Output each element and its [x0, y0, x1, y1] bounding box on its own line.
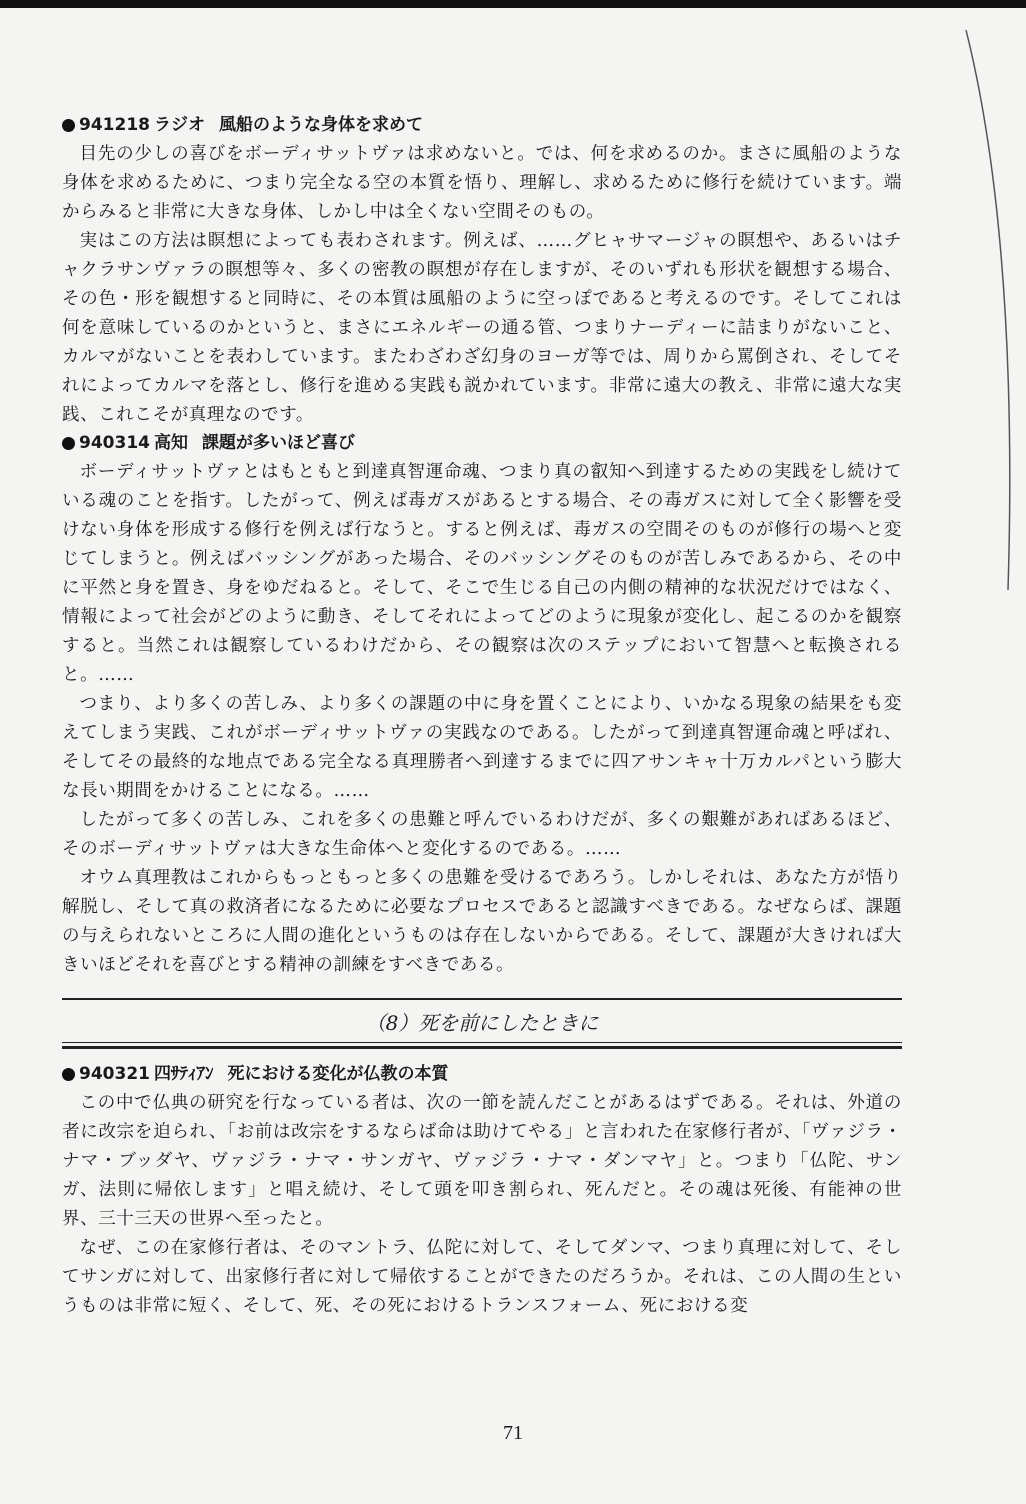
document-page	[62, 112, 902, 1321]
section-heading-940314	[62, 430, 902, 456]
section-title: 死における変化が仏教の本質	[227, 1064, 449, 1084]
section-place: 四ｻﾃｨｱﾝ	[153, 1064, 214, 1084]
bullet-icon	[62, 1068, 75, 1081]
paragraph: なぜ、この在家修行者は、そのマントラ、仏陀に対して、そしてダンマ、つまり真理に対して、そしてサンガに対して、出家修行者に対して帰依することができたのだろうか。それは、この人間の生というものは非常に短く、そして、死、その死におけるトランスフォーム、死における変	[62, 1238, 902, 1316]
section-heading-940321	[62, 1061, 902, 1087]
section-title: 風船のような身体を求めて	[218, 115, 423, 135]
section-id: 940321	[79, 1064, 150, 1084]
section-id: 940314	[79, 433, 150, 453]
chapter-header	[62, 998, 902, 1049]
paragraph: ボーディサットヴァとはもともと到達真智運命魂、つまり真の叡知へ到達するための実践をし続けている魂のことを指す。したがって、例えば毒ガスがあるとする場合、その毒ガスに対して全く影響を受けない身体を形成する修行を例えば行なうと。すると例えば、毒ガスの空間そのものが修行の場へと変じてしまうと。例えばバッシングがあった場合、そのバッシングそのものが苦しみであるから、その中に平然と身を置き、身をゆだねると。そして、そこで生じる自己の内側の精神的な状況だけではなく、情報によって社会がどのように動き、そしてそれによってどのように現象が変化し、起こるのかを観察すると。当然これは観察しているわけだから、その観察は次のステップにおいて智慧へと転換されると。……	[62, 462, 902, 685]
section-title: 課題が多いほど喜び	[201, 433, 355, 453]
paragraph: つまり、より多くの苦しみ、より多くの課題の中に身を置くことにより、いかなる現象の結果をも変えてしまう実践、これがボーディサットヴァの実践なのである。したがって到達真智運命魂と呼ばれ、そしてその最終的な地点である完全なる真理勝者へ到達するまでに四アサンキャ十万カルパという膨大な長い期間をかけることになる。……	[62, 694, 902, 801]
paragraph: 実はこの方法は瞑想によっても表わされます。例えば、……グヒャサマージャの瞑想や、あるいはチャクラサンヴァラの瞑想等々、多くの密教の瞑想が存在しますが、そのいずれも形状を観想する場合、その色・形を観想すると同時に、その本質は風船のように空っぽであると考えるのです。そしてこれは何を意味しているのかというと、まさにエネルギーの通る管、つまりナーディーに詰まりがないこと、カルマがないことを表わしています。またわざわざ幻身のヨーガ等では、周りから罵倒され、そしてそれによってカルマを落とし、修行を進める実践も説かれています。非常に遠大の教え、非常に遠大な実践、これこそが真理なのです。	[62, 231, 902, 425]
scan-top-edge	[0, 0, 1026, 8]
chapter-title: （8）死を前にしたときに	[365, 1011, 599, 1035]
section-place: ラジオ	[153, 115, 205, 135]
section-place: 高知	[153, 433, 188, 453]
bullet-icon	[62, 119, 75, 132]
paragraph: この中で仏典の研究を行なっている者は、次の一節を読んだことがあるはずである。それは、外道の者に改宗を迫られ、「お前は改宗をするならば命は助けてやる」と言われた在家修行者が、「ヴァジラ・ナマ・ブッダヤ、ヴァジラ・ナマ・サンガヤ、ヴァジラ・ナマ・ダンマヤ」と。つまり「仏陀、サンガ、法則に帰依します」と唱え続け、そして頭を叩き割られ、死んだと。その魂は死後、有能神の世界、三十三天の世界へ至ったと。	[62, 1093, 902, 1229]
paragraph: オウム真理教はこれからもっともっと多くの患難を受けるであろう。しかしそれは、あなた方が悟り解脱し、そして真の救済者になるために必要なプロセスであると認識すべきである。なぜならば、課題の与えられないところに人間の進化というものは存在しないからである。そして、課題が大きければ大きいほどそれを喜びとする精神の訓練をすべきである。	[62, 868, 902, 975]
section-heading-941218	[62, 112, 902, 138]
paragraph: したがって多くの苦しみ、これを多くの患難と呼んでいるわけだが、多くの艱難があればあるほど、そのボーディサットヴァは大きな生命体へと変化するのである。……	[62, 810, 902, 859]
bullet-icon	[62, 437, 75, 450]
section-id: 941218	[79, 115, 150, 135]
page-number: 71	[503, 1422, 523, 1444]
paragraph: 目先の少しの喜びをボーディサットヴァは求めないと。では、何を求めるのか。まさに風船のような身体を求めるために、つまり完全なる空の本質を悟り、理解し、求めるために修行を続けています。端からみると非常に大きな身体、しかし中は全くない空間そのもの。	[62, 144, 902, 222]
page-curl-line	[936, 30, 1026, 590]
